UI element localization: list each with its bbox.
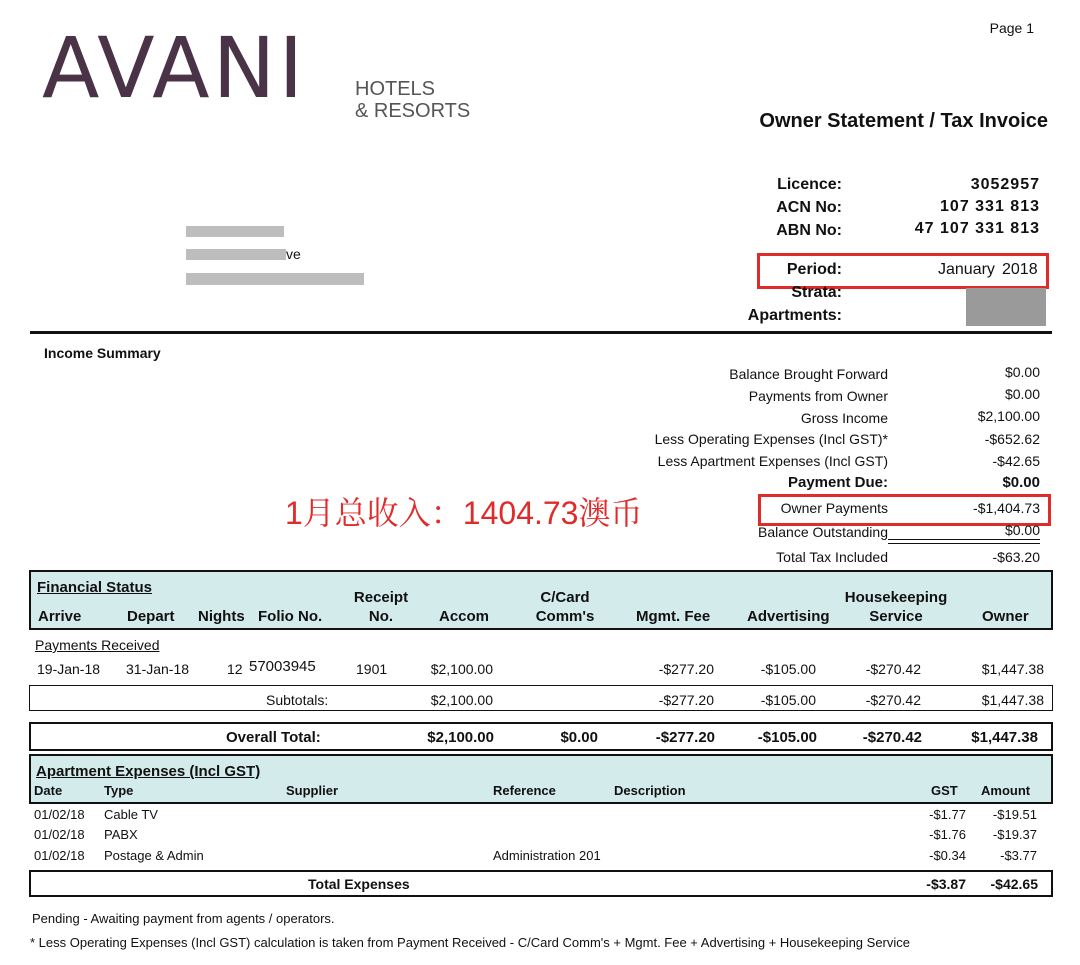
exp-row-gst: -$0.34 <box>929 848 966 863</box>
owner-payments-value: -$1,404.73 <box>973 500 1040 516</box>
col-ccard-line2: Comm's <box>535 608 595 625</box>
col-accom: Accom <box>439 608 490 625</box>
income-row-label: Gross Income <box>800 410 888 426</box>
income-row-value: $2,100.00 <box>977 408 1040 424</box>
acn-label: ACN No: <box>776 199 842 216</box>
licence-label: Licence: <box>777 176 842 193</box>
financial-status-title: Financial Status <box>37 579 153 596</box>
income-annotation: 1月总收入：1404.73澳币 <box>285 495 643 531</box>
exp-col-gst: GST <box>931 783 958 798</box>
exp-col-description: Description <box>614 783 686 798</box>
licence-value: 3052957 <box>970 176 1040 193</box>
col-nights: Nights <box>198 608 245 625</box>
col-folio: Folio No. <box>258 608 323 625</box>
exp-row-amount: -$19.51 <box>992 807 1037 822</box>
income-row-label: Balance Brought Forward <box>729 366 888 382</box>
total-tax-value: -$63.20 <box>992 549 1040 565</box>
income-row-label: Payments from Owner <box>748 388 888 404</box>
total-expenses-amount: -$42.65 <box>990 876 1038 892</box>
overall-accom: $2,100.00 <box>427 729 494 746</box>
exp-col-amount: Amount <box>981 783 1031 798</box>
col-mgmt-fee: Mgmt. Fee <box>636 608 711 625</box>
abn-label: ABN No: <box>776 222 842 239</box>
apartment-expenses-title: Apartment Expenses (Incl GST) <box>36 763 261 780</box>
brand-subtitle-line1: HOTELS <box>355 78 436 100</box>
income-row-label: Less Operating Expenses (Incl GST)* <box>654 431 888 447</box>
exp-row-gst: -$1.77 <box>929 807 966 822</box>
owner-payments-label: Owner Payments <box>780 500 888 516</box>
row-mgmt-fee: -$277.20 <box>658 661 714 677</box>
col-receipt-line1: Receipt <box>353 589 409 606</box>
exp-row-date: 01/02/18 <box>34 827 85 842</box>
row-advertising: -$105.00 <box>760 661 816 677</box>
page-number: Page 1 <box>989 20 1034 36</box>
pending-note: Pending - Awaiting payment from agents / operators. <box>32 911 335 926</box>
row-owner: $1,447.38 <box>981 661 1044 677</box>
period-month: January <box>938 261 995 278</box>
balance-underline-1 <box>888 539 1040 540</box>
abn-value: 47 107 331 813 <box>914 220 1040 237</box>
payment-due-value: $0.00 <box>1002 474 1040 491</box>
payments-received-label: Payments Received <box>35 637 160 653</box>
brand-subtitle <box>355 78 470 122</box>
exp-col-date: Date <box>34 783 63 798</box>
brand-logo: AVANI <box>42 19 307 117</box>
subtotals-mgmt-fee: -$277.20 <box>658 692 714 708</box>
col-arrive: Arrive <box>38 608 82 625</box>
acn-value: 107 331 813 <box>940 198 1040 215</box>
income-summary-title: Income Summary <box>44 345 161 361</box>
row-housekeeping: -$270.42 <box>865 661 921 677</box>
overall-mgmt-fee: -$277.20 <box>655 729 715 746</box>
exp-col-reference: Reference <box>493 783 556 798</box>
income-row-value: -$42.65 <box>992 453 1040 469</box>
exp-row-amount: -$19.37 <box>992 827 1037 842</box>
col-housekeeping-line1: Housekeeping <box>844 589 948 606</box>
address-line2-suffix: ve <box>286 246 301 262</box>
col-ccard-line1: C/Card <box>540 589 590 606</box>
balance-underline-2 <box>888 543 1040 544</box>
period-label: Period: <box>786 261 842 278</box>
row-arrive: 19-Jan-18 <box>37 661 101 677</box>
col-depart: Depart <box>127 608 175 625</box>
exp-row-type: Cable TV <box>104 807 158 822</box>
exp-col-type: Type <box>104 783 134 798</box>
col-receipt-line2: No. <box>368 608 394 625</box>
redacted-address-line3 <box>186 273 364 285</box>
redacted-strata-apartments <box>966 288 1046 326</box>
exp-row-reference: Administration 201 <box>493 848 601 863</box>
strata-label: Strata: <box>791 284 842 301</box>
subtotals-advertising: -$105.00 <box>760 692 816 708</box>
income-row-value: $0.00 <box>1004 364 1040 380</box>
subtotals-owner: $1,447.38 <box>981 692 1044 708</box>
row-depart: 31-Jan-18 <box>126 661 190 677</box>
period-year: 2018 <box>1002 261 1038 278</box>
exp-row-date: 01/02/18 <box>34 848 85 863</box>
brand-subtitle-line2: & RESORTS <box>355 100 471 122</box>
redacted-address-line2 <box>186 249 286 260</box>
exp-row-date: 01/02/18 <box>34 807 85 822</box>
exp-row-amount: -$3.77 <box>1000 848 1037 863</box>
income-row-value: $0.00 <box>1004 386 1040 402</box>
subtotals-accom: $2,100.00 <box>430 692 493 708</box>
subtotals-housekeeping: -$270.42 <box>865 692 921 708</box>
total-expenses-gst: -$3.87 <box>926 876 966 892</box>
overall-total-label: Overall Total: <box>226 729 321 746</box>
redacted-address-line1 <box>186 226 284 237</box>
income-row-value: -$652.62 <box>984 431 1040 447</box>
exp-row-gst: -$1.76 <box>929 827 966 842</box>
row-folio: 57003945 <box>249 658 316 675</box>
col-advertising: Advertising <box>747 608 830 625</box>
row-receipt: 1901 <box>356 661 388 677</box>
balance-outstanding-value: $0.00 <box>1004 522 1040 538</box>
exp-row-type: Postage & Admin <box>104 848 204 863</box>
apartments-label: Apartments: <box>747 307 842 324</box>
header-divider <box>30 331 1052 334</box>
total-expenses-label: Total Expenses <box>308 876 410 892</box>
row-nights: 12 <box>227 661 243 677</box>
overall-advertising: -$105.00 <box>757 729 817 746</box>
income-row-label: Less Apartment Expenses (Incl GST) <box>657 453 888 469</box>
exp-row-type: PABX <box>104 827 138 842</box>
row-accom: $2,100.00 <box>430 661 493 677</box>
overall-housekeeping: -$270.42 <box>862 729 922 746</box>
payment-due-label: Payment Due: <box>787 474 888 491</box>
balance-outstanding-label: Balance Outstanding <box>758 524 888 540</box>
exp-col-supplier: Supplier <box>286 783 339 798</box>
operating-expenses-footnote: * Less Operating Expenses (Incl GST) calculation is taken from Payment Received - C/Card Comm's + Mgmt. Fee + Advertising + Housekeeping Service <box>30 935 910 950</box>
subtotals-label: Subtotals: <box>266 692 329 708</box>
document-title: Owner Statement / Tax Invoice <box>759 110 1048 132</box>
col-housekeeping-line2: Service <box>869 608 923 625</box>
total-tax-label: Total Tax Included <box>776 549 888 565</box>
overall-ccard: $0.00 <box>560 729 598 746</box>
overall-owner: $1,447.38 <box>971 729 1038 746</box>
col-owner: Owner <box>982 608 1029 625</box>
